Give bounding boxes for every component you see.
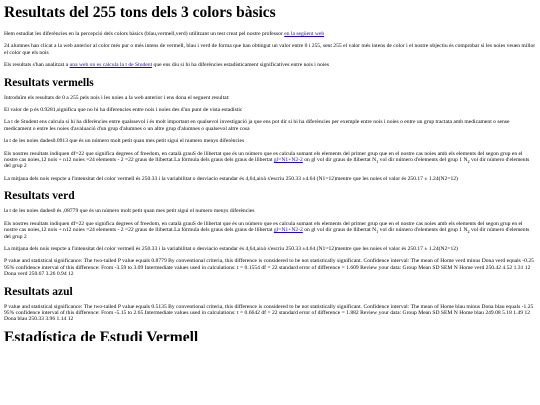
student-t-link[interactable]: una web on es calcula la t de Student bbox=[69, 62, 153, 69]
formula-link-verd[interactable]: gl=N1+N2-2 bbox=[273, 227, 303, 234]
verd-paragraph-3: La mitjana dels nois respcte a l'intensitat del color vermell és 250.33 i la variabilitat o desviacio estandar és 4,64,això s'escriu 250.33 ±4.64 (N1=12)mentre que les noies el valor és 250.17 ± 1.24(N2=12) bbox=[4, 245, 458, 252]
section-heading-azul: Resultats azul bbox=[4, 285, 73, 298]
vermells-paragraph-2: El valor de p és 0.9281,significa que no hi ha diferencies entre nois i noies des d'un punt de vista estadístic bbox=[4, 107, 243, 114]
verd-paragraph-2: Els nostres resultats indiquen df=22 que significa degrees of freedom, en català grauS de llibertat que és un número que es calcula sumant els elements del primer grup que en el nostre cas noies amb els elements del segon grup en el nostre cas noies,12 nois + n12 noies =24 elements - 2 =22 graus de llibertat.La fórmula dels graus dels graus de llibertat gl=N1+N2-2 on gl vol dir graus de llibertat $N_1$ vol dir número d'elements del grup 1 $N_2$ vol dir número d'elements del grup 2 bbox=[4, 220, 530, 240]
section-heading-next: Estadística de Estudi Vermell bbox=[4, 328, 199, 341]
vermells-paragraph-4: la t de les noies dades0.0913 que és un número molt petit quan mes petit sigui el numero menys diferències bbox=[4, 138, 245, 145]
section-heading-verd: Resultats verd bbox=[4, 190, 75, 203]
section-heading-vermells: Resultats vermells bbox=[4, 76, 94, 89]
intro-paragraph: Hem estudiat les diferències en la percepció dels colors bàsics (blau,vermell,verd) utilitzant un test creat pel nostre professor en la següent web bbox=[4, 31, 325, 37]
verd-paragraph-1: la t de les noies dades0 és ,08779 que és un número molt petit quan mes petit sigui el numero menys diferències bbox=[4, 208, 255, 215]
next-section-clip bbox=[4, 329, 536, 341]
vermells-paragraph-5: Els nostres resultats indiquen df=22 que significa degrees of freedom, en català grauS de llibertat que és un número que es calcula sumant els elements del primer grup que en el nostre cas noies amb els elements del segon grup en el nostre cas noies,12 nois + n12 noies =24 elements - 2 =22 graus de llibertat.La fórmula dels graus dels graus de llibertat gl=N1+N2-2 on gl vol dir graus de llibertat $N_1$ vol dir número d'elements del grup 1 $N_2$ vol dir número d'elements del grup 2 bbox=[4, 150, 530, 170]
verd-paragraph-4: P value and statistical significance: The two-tailed P value equals 0.8779 By conventional criteria, this difference is considered to be not statistically significant. Confidence interval: The mean of Home verd minus Dona verd equals -0.25 95% confidence interval of this difference: From -3.59 to 3.09 Intermediate values used in calculations: t = 0.1554 df = 22 standard error of difference = 1.609 Review your data: Group Mean SD SEM N Home verd 250.42 4.52 1.31 12 Dona verd 250.67 3.26 0.94 12 bbox=[4, 258, 534, 278]
page-title: Resultats del 255 tons dels 3 colors bàsics bbox=[4, 4, 276, 21]
azul-paragraph-1: P value and statistical significance: The two-tailed P value equals 0.5135 By conventional criteria, this difference is considered to be not statistically significant. Confidence interval: The mean of Home blau minus Dona blau equals -1.25 95% confidence interval of this difference: From -5.15 to 2.65 Intermediate values used in calculations: t = 0.6642 df = 22 standard error of difference = 1.882 Review your data: Group Mean SD SEM N Home blau 249.08 5.18 1.49 12 Dona blau 250.33 3.96 1.14 12 bbox=[4, 303, 534, 323]
vermells-paragraph-1: Introduïm els resultats de 0 a 255 pels nois i les noies a la web anterior i ens dona el seguent resultat: bbox=[4, 94, 230, 101]
formula-link-vermells[interactable]: gl=N1+N2-2 bbox=[273, 157, 303, 164]
vermells-paragraph-3: La t de Student ens calcula si hi ha diferències entre qualssevol i és molt important en qualsevol investigació ja que ens pot dir si hi ha diferències per exemple entre nois i noies o entre un grup tractata amb medicament o sense medicament o entre les noies d'avaluació d'un grup d'alumnes o un altre grup d'alumnes o qualsevol altre cosa bbox=[4, 119, 510, 132]
vermells-paragraph-6: La mitjana dels nois respcte a l'intensitat del color vermell és 250.33 i la variabilitat o desviacio estandar és 4,64,això s'escriu 250.33 ±4.64 (N1=12)mentre que les noies el valor és 250.17 ± 1.24(N2=12) bbox=[4, 175, 458, 182]
method-paragraph: 24 alumnes han clicat a la web anterior al color més pur o més intens de vermell, blau i verd de forma que han obtingut un valor entre 0 i 255, sent 255 el valor més intens de color i el nostre objectiu és comprobar si les noies veuen millor el color que els nois bbox=[4, 43, 536, 56]
test-web-link[interactable]: en la següent web bbox=[284, 31, 325, 37]
analysis-paragraph: Els resultats s'han analitzat a una web on es calcula la t de Student que ens diu si hi ha diferències estadísticament significatives entre nois i noies bbox=[4, 62, 330, 69]
